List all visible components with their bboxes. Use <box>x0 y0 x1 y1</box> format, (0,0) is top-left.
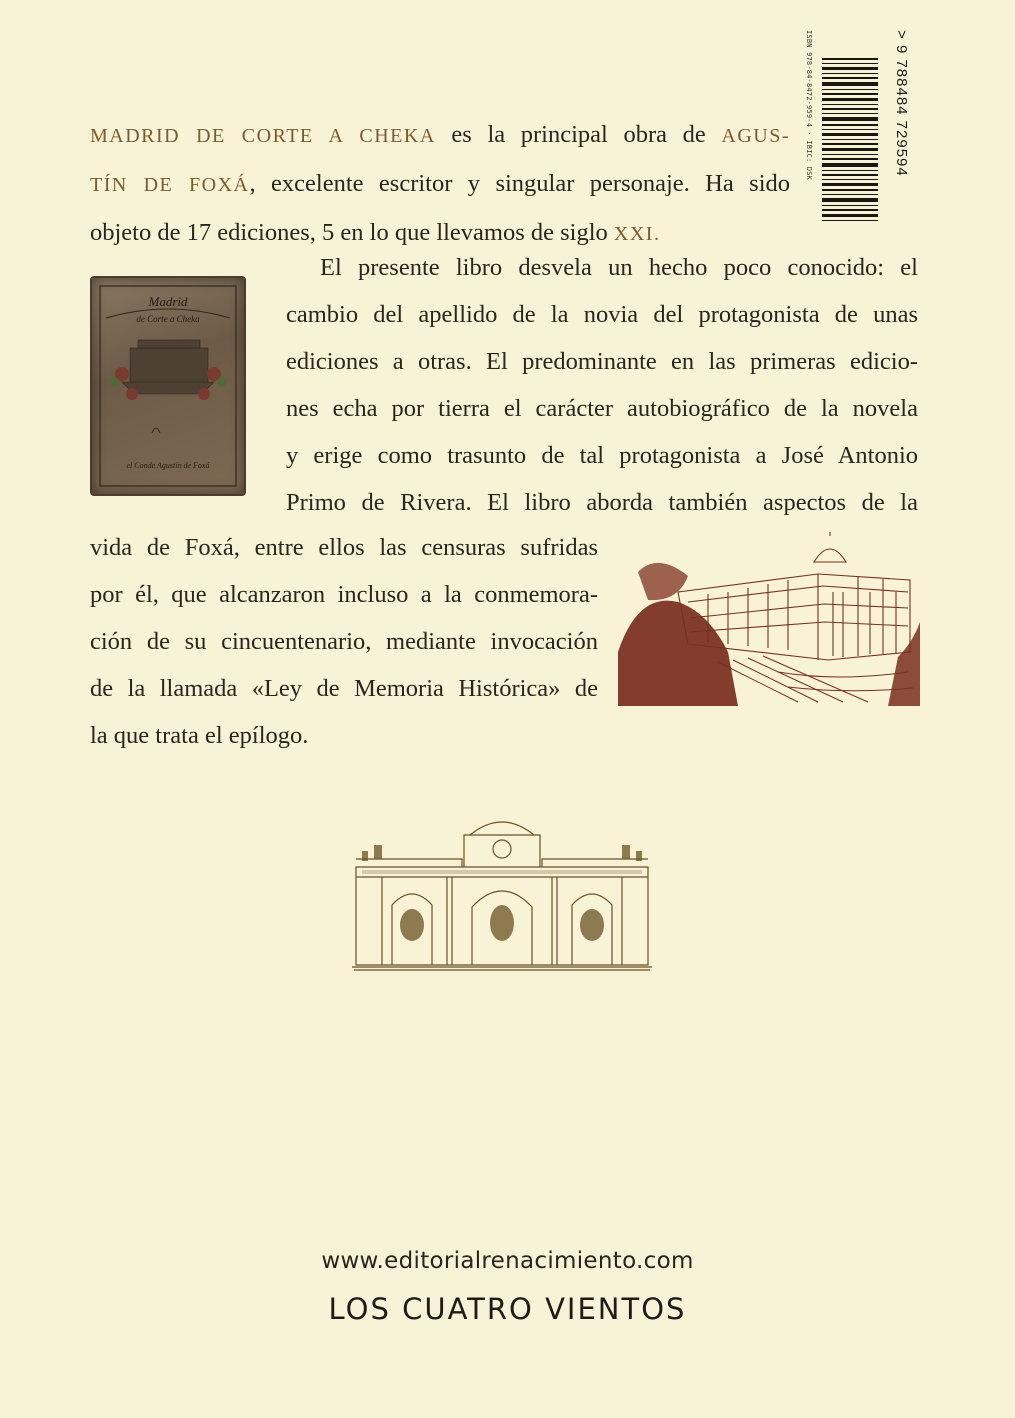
body-line: por él, que alcanzaron incluso a la conmemora- <box>90 581 598 608</box>
book-cover-author: el Conde Agustín de Foxá <box>126 461 210 470</box>
body-line: cambio del apellido de la novia del protagonista de unas <box>286 301 918 328</box>
intro-paragraph <box>90 111 790 258</box>
intro-text: es la principal obra de <box>451 121 706 148</box>
body-line: El presente libro desvela un hecho poco conocido: el <box>320 254 918 281</box>
ean-arrow: > <box>893 30 910 40</box>
intro-text: objeto de 17 ediciones, 5 en lo que llevamos de siglo <box>90 219 608 246</box>
body-line: vida de Foxá, entre ellos las censuras sufridas <box>90 534 598 561</box>
publisher-website: www.editorialrenacimiento.com <box>321 1248 694 1274</box>
puerta-de-alcala-sketch <box>352 815 652 975</box>
publisher-series-name: LOS CUATRO VIENTOS <box>328 1292 687 1326</box>
book-cover-drawing <box>92 278 244 494</box>
intro-line-2: TÍN DE FOXÁ, excelente escritor y singular personaje. Ha sido <box>90 170 790 197</box>
book-cover-title-2: de Corte a Cheka <box>136 314 200 324</box>
author-name-part2: TÍN DE FOXÁ <box>90 174 250 196</box>
century-smallcaps: XXI. <box>613 223 661 245</box>
intro-text: excelente escritor y singular personaje. Ha sido <box>271 170 790 197</box>
isbn-text: ISBN 978-84-8472-959-4 · IBIC: DSK <box>805 30 813 181</box>
body-paragraph-left <box>90 524 598 759</box>
original-book-cover-image <box>90 276 246 496</box>
body-line: ción de su cincuentenario, mediante invocación <box>90 628 598 655</box>
royal-palace-sketch <box>618 532 920 706</box>
ean-number: 9 788484 729594 <box>893 44 910 177</box>
body-paragraph-right <box>286 244 918 526</box>
body-line: la que trata el epílogo. <box>90 722 309 749</box>
body-line: y erige como trasunto de tal protagonista a José Antonio <box>286 442 918 469</box>
ean-digits <box>886 30 910 230</box>
intro-line-1 <box>90 111 790 160</box>
book-cover-title-1: Madrid <box>148 294 188 309</box>
book-title-smallcaps: MADRID DE CORTE A CHEKA <box>90 125 436 147</box>
author-name-part1: AGUS- <box>721 125 791 147</box>
body-line: Primo de Rivera. El libro aborda también aspectos de la <box>286 489 918 516</box>
body-line: de la llamada «Ley de Memoria Histórica» de <box>90 675 598 702</box>
body-line: ediciones a otras. El predominante en las primeras edicio- <box>286 348 918 375</box>
body-line: nes echa por tierra el carácter autobiográfico de la novela <box>286 395 918 422</box>
